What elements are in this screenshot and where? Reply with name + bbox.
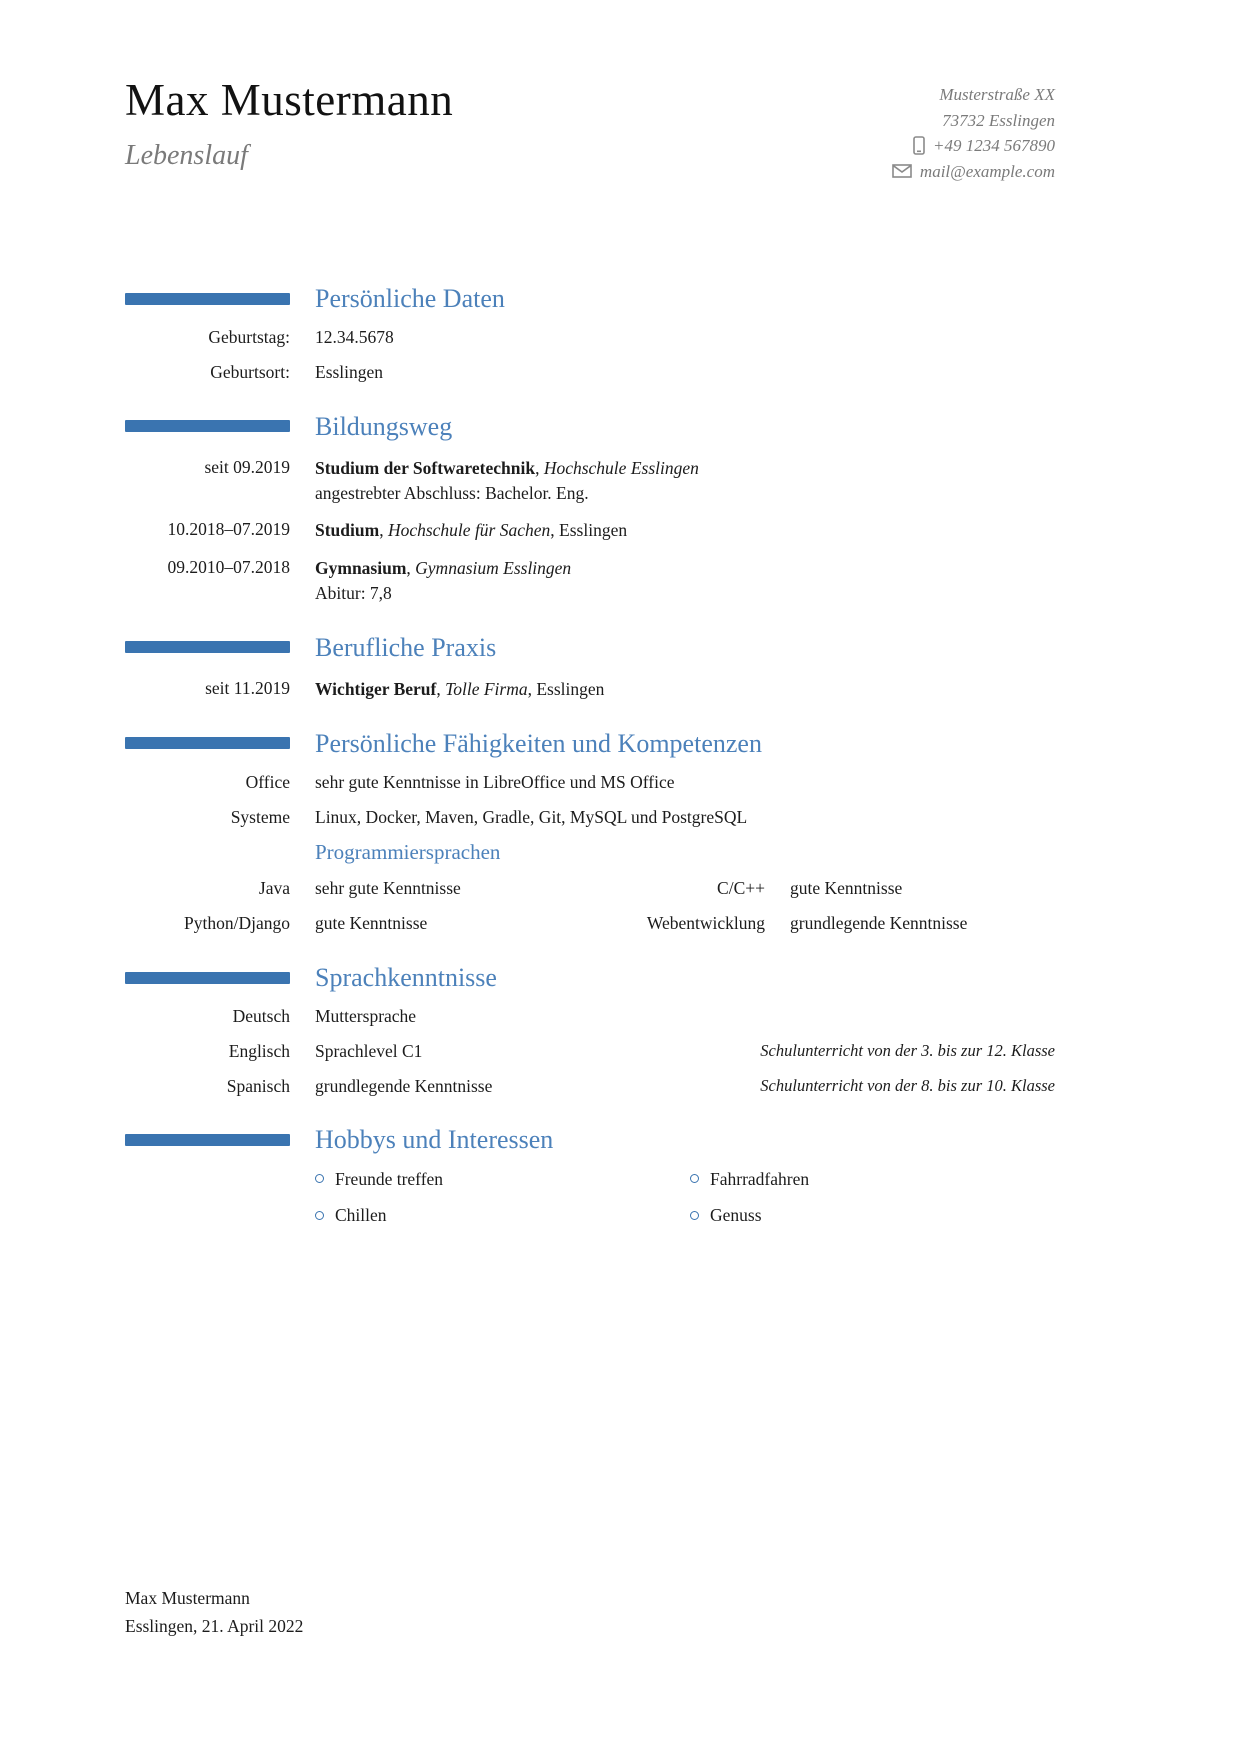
hobby-column-left [315,1168,680,1228]
detail-value: 12.34.5678 [315,327,394,348]
subsection-row [125,840,1055,865]
entry-body [315,678,1055,701]
section-hobbies [125,1124,1055,1227]
phone-icon [913,136,925,155]
section-skills [125,728,1055,935]
hobby-item [315,1204,680,1227]
section-rule [125,641,290,653]
skill-label: Office [245,771,290,792]
section-rule [125,737,290,749]
detail-label: Geburtstag: [208,327,290,348]
hobby-column-right [690,1168,1055,1228]
language-row-german [125,1005,1055,1028]
signature-place-date: Esslingen, 21. April 2022 [125,1616,304,1636]
section-personal-data [125,283,1055,384]
education-entry [125,457,1055,505]
language-comment: Schulunterricht von der 8. bis zur 10. Klasse [760,1075,1055,1095]
page-title: Max Mustermann [125,75,454,125]
skill-label: Python/Django [184,913,290,934]
skill-row-office [125,771,1055,794]
language-comment [441,1005,1055,1028]
bullet-circle-icon [690,1211,699,1220]
bullet-circle-icon [690,1174,699,1183]
entry-description: angestrebter Abschluss: Bachelor. Eng. [315,482,589,503]
entry-date: seit 09.2019 [204,456,290,477]
entry-headline: Studium der Softwaretechnik, Hochschule Esslingen [315,457,699,478]
section-languages [125,962,1055,1097]
phone-number: +49 1234 567890 [933,136,1055,155]
skill-value: Linux, Docker, Maven, Gradle, Git, MySQL und PostgreSQL [315,806,748,827]
hobby-label: Chillen [335,1205,387,1226]
address-street: Musterstraße XX [939,85,1055,104]
document-subtitle: Lebenslauf [125,139,248,171]
address-city: 73732 Esslingen [942,110,1055,130]
email-line [892,159,1055,185]
skill-value: gute Kenntnisse [790,878,903,899]
hobby-item [690,1204,1055,1227]
entry-body [315,557,1055,605]
section-rule [125,1134,290,1146]
hobby-list [125,1168,1055,1228]
section-title-languages: Sprachkenntnisse [315,962,497,992]
header-identity [125,76,453,172]
signature-name: Max Mustermann [125,1588,250,1608]
hobby-item [690,1168,1055,1191]
hobby-item [315,1168,680,1191]
signature-block [125,1584,303,1640]
skill-label: C/C++ [717,878,765,899]
skill-label: Java [258,878,290,899]
bullet-circle-icon [315,1174,324,1183]
language-label: Deutsch [232,1006,290,1027]
section-title-skills: Persönliche Fähigkeiten und Kompetenzen [315,728,762,758]
section-title-personal: Persönliche Daten [315,284,505,313]
subsection-title-programming: Programmiersprachen [315,840,501,865]
language-level: Sprachlevel C1 [315,1040,423,1061]
email-icon [892,164,912,178]
entry-headline: Gymnasium, Gymnasium Esslingen [315,558,572,579]
skill-pair-row [125,912,1055,935]
language-comment: Schulunterricht von der 3. bis zur 12. Klasse [760,1040,1055,1060]
section-rule [125,293,290,305]
language-label: Spanisch [226,1075,290,1096]
section-education [125,411,1055,605]
skill-row-systems [125,806,1055,829]
detail-label: Geburtsort: [210,361,290,382]
skill-label: Systeme [230,806,290,827]
skill-value: sehr gute Kenntnisse in LibreOffice und MS Office [315,771,675,792]
detail-row-birthplace [125,361,1055,384]
entry-date: 09.2010–07.2018 [167,557,290,578]
detail-value: Esslingen [315,361,384,382]
header [125,76,1055,184]
language-level: Muttersprache [315,1006,417,1027]
education-entry [125,519,1055,542]
detail-row-birthday [125,326,1055,349]
skill-pair-row [125,877,1055,900]
language-level: grundlegende Kenntnisse [315,1075,493,1096]
section-rule [125,972,290,984]
entry-body [315,457,1055,505]
email-address: mail@example.com [919,161,1055,181]
skill-label: Webentwicklung [646,913,765,934]
skill-value: grundlegende Kenntnisse [790,913,968,934]
hobby-label: Fahrradfahren [710,1168,810,1189]
entry-headline: Wichtiger Beruf, Tolle Firma, Esslingen [315,678,605,699]
section-title-experience: Berufliche Praxis [315,632,497,662]
entry-date: seit 11.2019 [205,677,290,698]
entry-date: 10.2018–07.2019 [167,519,290,540]
entry-headline: Studium, Hochschule für Sachen, Esslingen [315,520,628,541]
phone-line [892,133,1055,159]
language-row-spanish [125,1075,1055,1098]
section-experience [125,632,1055,701]
hobby-label: Freunde treffen [335,1168,444,1189]
bullet-circle-icon [315,1211,324,1220]
hobby-label: Genuss [710,1205,762,1226]
experience-entry [125,678,1055,701]
language-label: Englisch [228,1040,290,1061]
section-title-education: Bildungsweg [315,411,453,441]
skill-value: sehr gute Kenntnisse [315,878,461,899]
language-row-english [125,1040,1055,1063]
contact-block [892,82,1055,184]
entry-description: Abitur: 7,8 [315,582,392,603]
section-title-hobbies: Hobbys und Interessen [315,1125,554,1155]
section-rule [125,420,290,432]
entry-body [315,519,1055,542]
skill-value: gute Kenntnisse [315,913,428,934]
education-entry [125,557,1055,605]
